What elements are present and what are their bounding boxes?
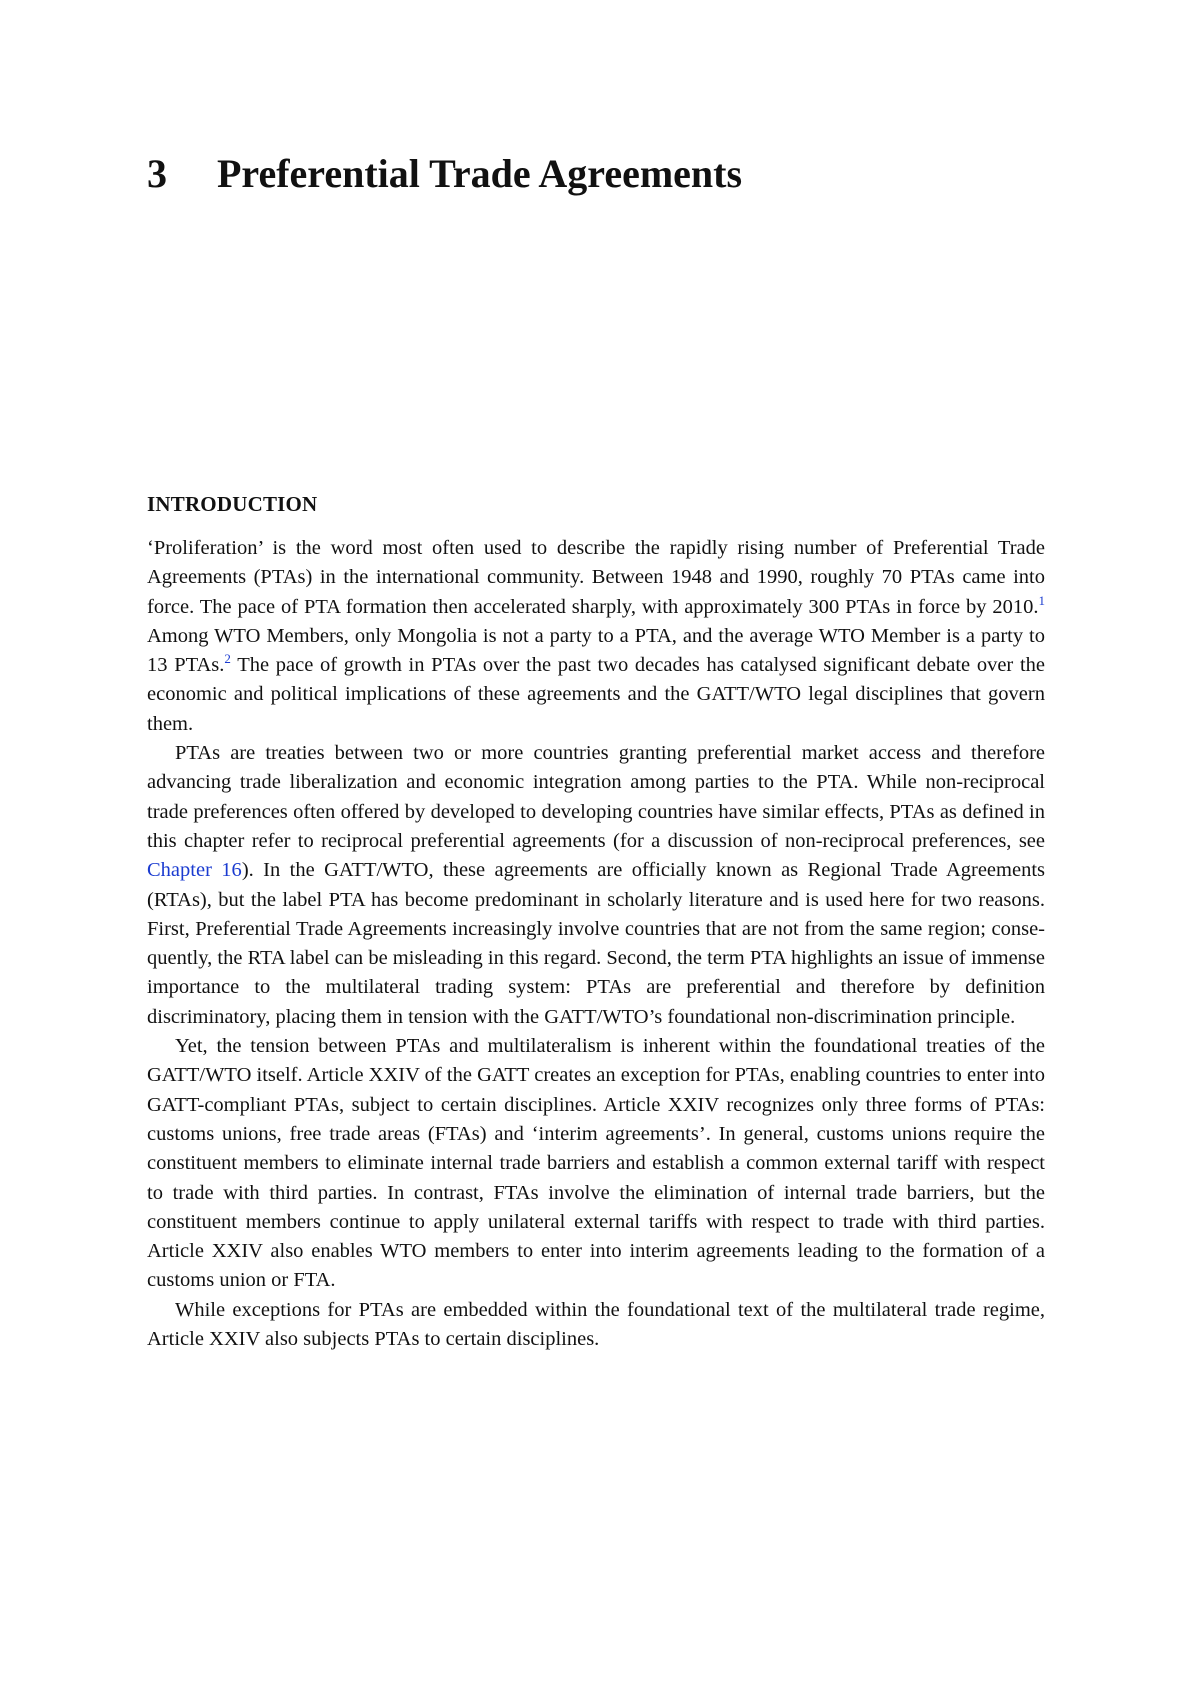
body-text [147,534,1045,1354]
footnote-ref-1[interactable]: 1 [1038,592,1045,608]
paragraph-1-part-a: ‘Proliferation’ is the word most often used to describe the rapidly rising number of Preferential Trade Agreements (PTAs) in the international community. Between 1948 and 1990, roughly 70 PTAs came into force. The pace of PTA formation then accelerated sharply, with approximately 300 PTAs in force by 2010. [147,537,1045,618]
chapter-number: 3 [147,151,167,196]
section-heading: INTRODUCTION [147,492,318,516]
chapter-title [147,150,742,198]
chapter-16-link[interactable]: Chapter 16 [147,859,242,882]
paragraph-4: While exceptions for PTAs are embedded within the foundational text of the multilateral trade regime, Article XXIV also subjects PTAs to certain disciplines. [147,1298,1045,1351]
paragraph-2-part-b: ). In the GATT/WTO, these agreements are officially known as Regional Trade Agreements (RTAs), but the label PTA has become predominant in scholarly literature and is used here for two reasons. First, Preferential Trade Agreements increasingly involve countries that are not from the same region; consequently, the RTA label can be misleading in this regard. Second, the term PTA highlights an issue of immense importance to the multilateral trading system: PTAs are preferential and therefore by definition discriminatory, placing them in tension with the GATT/WTO’s foundational non-discrimination principle. [147,859,1046,1028]
paragraph-1-part-c: The pace of growth in PTAs over the past two decades has catalysed significant debate over the economic and political implications of these agreements and the GATT/WTO legal disciplines that govern them. [147,654,1045,735]
paragraph-3: Yet, the tension between PTAs and multilateralism is inherent within the foundational treaties of the GATT/WTO itself. Article XXIV of the GATT creates an exception for PTAs, enabling countries to enter into GATT-compliant PTAs, subject to certain disciplines. Article XXIV recognizes only three forms of PTAs: customs unions, free trade areas (FTAs) and ‘interim agreements’. In general, customs unions require the constituent members to eliminate internal trade barriers and establish a common external tariff with respect to trade with third parties. In contrast, FTAs involve the elimination of internal trade barriers, but the constituent members continue to apply unilateral external tariffs with respect to trade with third parties. Article XXIV also enables WTO members to enter into interim agreements leading to the formation of a customs union or FTA. [147,1035,1045,1292]
paragraph-2-part-a: PTAs are treaties between two or more countries granting preferential market access and therefore advancing trade liberalization and economic integration among parties to the PTA. While non-reciprocal trade preferences often offered by developed to developing countries have similar effects, PTAs as defined in this chapter refer to reciprocal preferential agreements (for a discussion of non-reciprocal preferences, see [147,742,1045,852]
chapter-title-text: Preferential Trade Agreements [217,151,743,196]
paragraph-1 [147,534,1045,739]
paragraph-2 [147,739,1045,1032]
paragraph-1-part-b: Among WTO Members, only Mongolia is not a party to a PTA, and the average WTO Member is a party to 13 PTAs. [147,624,1045,677]
footnote-ref-2[interactable]: 2 [224,651,231,667]
